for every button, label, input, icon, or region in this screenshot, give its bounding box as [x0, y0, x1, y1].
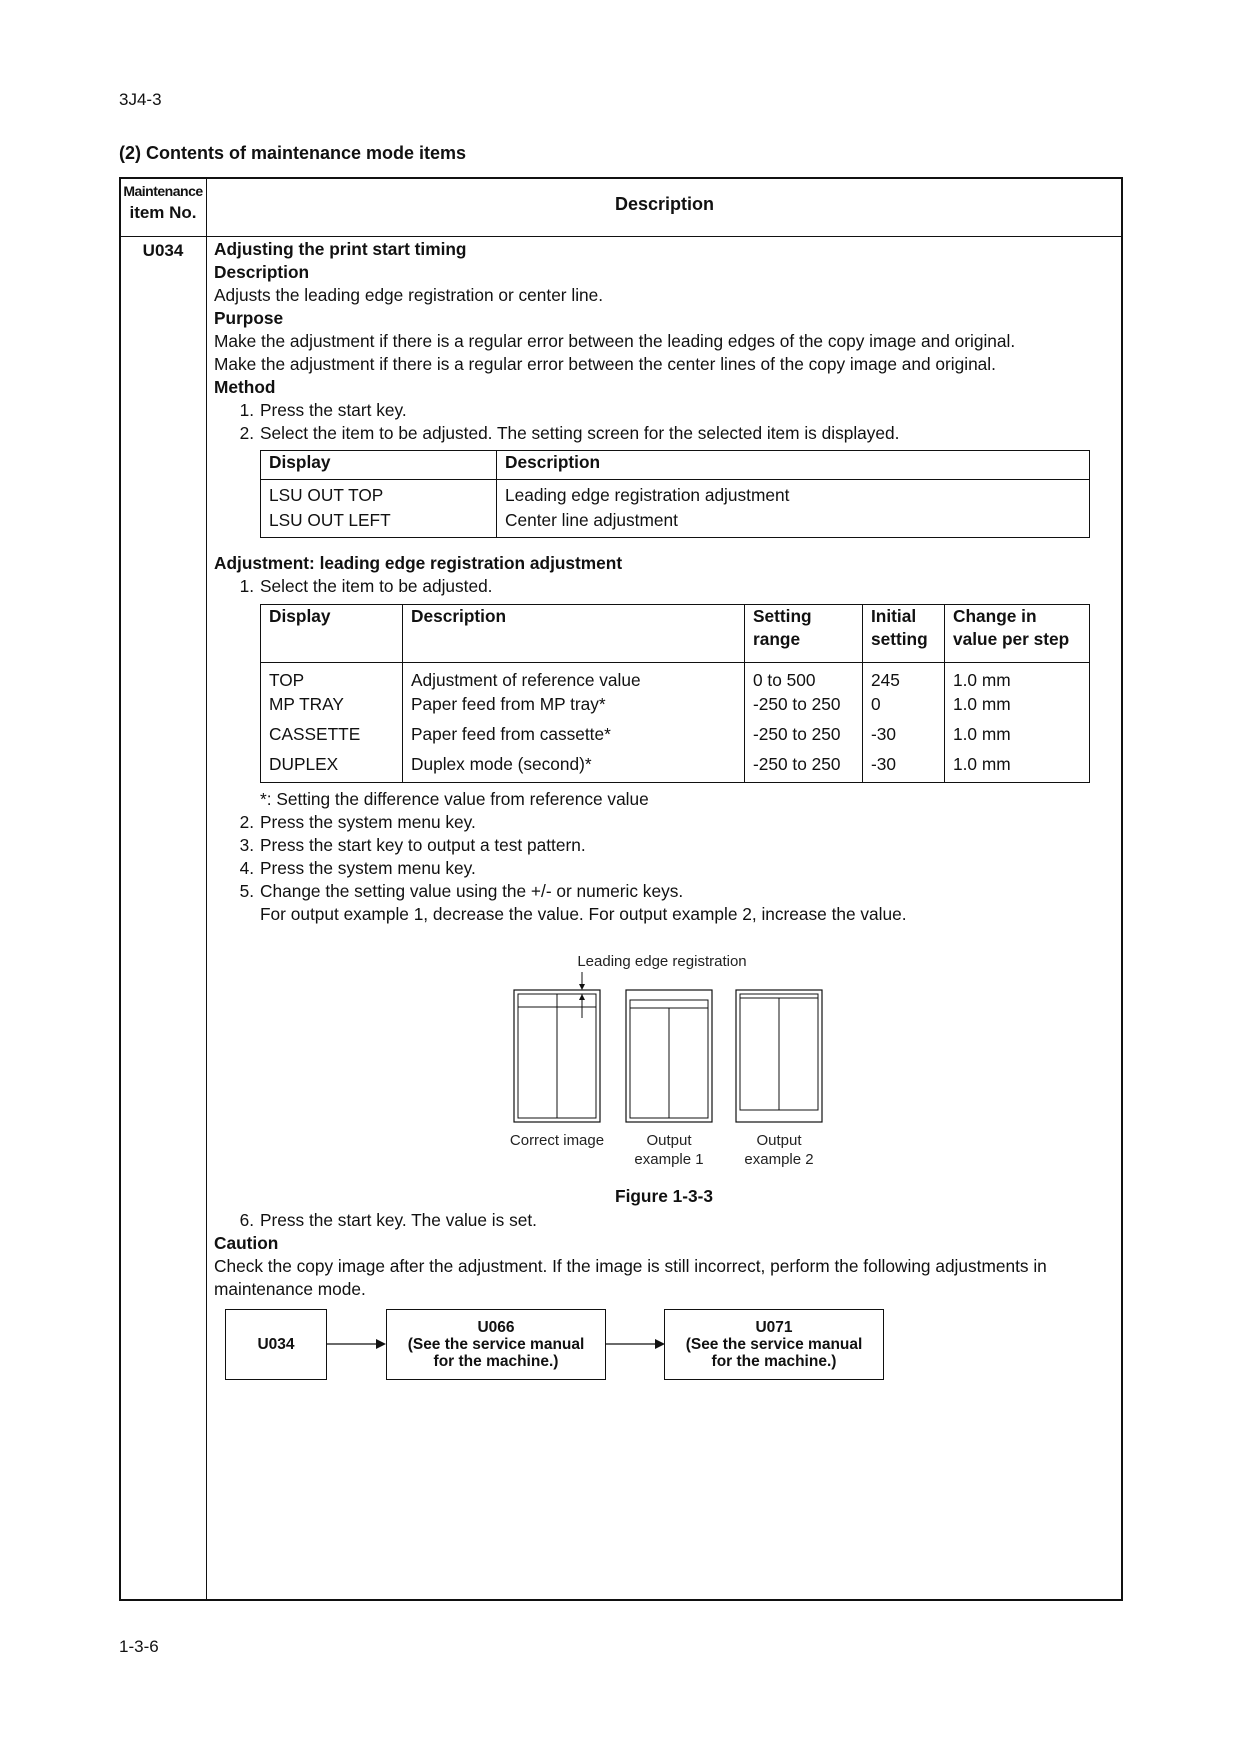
registration-figure [480, 946, 840, 1176]
table-cell: Paper feed from cassette* [403, 723, 745, 753]
adjustment-step: 1. Select the item to be adjusted. [239, 576, 493, 596]
table-cell: Paper feed from MP tray* [403, 693, 745, 723]
caution-heading: Caution [214, 1233, 279, 1253]
section-title: (2) Contents of maintenance mode items [119, 143, 467, 163]
table-cell: CASSETTE [261, 723, 403, 753]
figure-label-top: Leading edge registration [577, 953, 747, 970]
arrow-down-head-icon [579, 984, 585, 990]
flow-box-u034: U034 [225, 1309, 327, 1380]
table-cell: Adjustment of reference value [403, 663, 745, 693]
label-output-1-line1: Output [646, 1132, 692, 1149]
table-cell: MP TRAY [261, 693, 403, 723]
col-header-display: Display [261, 605, 403, 663]
table-cell: DUPLEX [261, 753, 403, 783]
table-row [261, 753, 1090, 783]
caution-line: Check the copy image after the adjustment. If the image is still incorrect, perform the following adjustments in [214, 1256, 1047, 1276]
description-col-header: Description [497, 451, 1090, 480]
table-cell: 0 [863, 693, 945, 723]
flow-box-u066: U066 (See the service manual for the machine.) [386, 1309, 606, 1380]
footnote: *: Setting the difference value from reference value [260, 789, 649, 809]
adjustment-block [214, 552, 1114, 598]
table-cell: LSU OUT LEFT [261, 509, 497, 538]
table-cell: 0 to 500 [745, 663, 863, 693]
col-header-description: Description [403, 605, 745, 663]
table-row [261, 723, 1090, 753]
output-example-2-sheet [736, 990, 822, 1122]
adjustment-steps [214, 788, 1114, 926]
final-block [214, 1209, 1114, 1301]
flow-arrow-1-icon [327, 1336, 387, 1352]
flow-arrow-2-icon [606, 1336, 666, 1352]
table-cell: 1.0 mm [945, 693, 1090, 723]
table-cell: 1.0 mm [945, 723, 1090, 753]
flow-box-u071: U071 (See the service manual for the machine.) [664, 1309, 884, 1380]
header-divider [119, 236, 1123, 237]
table-cell: 1.0 mm [945, 753, 1090, 783]
correct-image-sheet [514, 990, 600, 1122]
step-6: 6. Press the start key. The value is set. [239, 1210, 537, 1230]
col-header-initial-setting: Initial setting [863, 605, 945, 663]
col-header-change-per-step: Change in value per step [945, 605, 1090, 663]
purpose-heading: Purpose [214, 308, 284, 328]
table-cell: 245 [863, 663, 945, 693]
table-cell: 1.0 mm [945, 663, 1090, 693]
adjustment-step: 2. Press the system menu key. [239, 812, 476, 832]
description-heading: Description [214, 262, 310, 282]
output-example-1-sheet [626, 990, 712, 1122]
adjustment-step: 3. Press the start key to output a test pattern. [239, 835, 586, 855]
header-item-line2: item No. [129, 203, 197, 222]
display-col-header: Display [261, 451, 497, 480]
table-row [261, 693, 1090, 723]
figure-caption: Figure 1-3-3 [615, 1186, 713, 1206]
table-cell: -250 to 250 [745, 723, 863, 753]
table-cell: -30 [863, 723, 945, 753]
purpose-line: Make the adjustment if there is a regular error between the leading edges of the copy image and original. [214, 331, 1016, 351]
adjustment-step: 5. Change the setting value using the +/- or numeric keys. [239, 881, 684, 901]
step5-note: For output example 1, decrease the value. For output example 2, increase the value. [260, 904, 907, 924]
table-cell: Center line adjustment [497, 509, 1090, 538]
table-cell: Duplex mode (second)* [403, 753, 745, 783]
description-header: Description [614, 194, 715, 214]
page-number: 1-3-6 [119, 1637, 159, 1656]
table-cell: LSU OUT TOP [261, 480, 497, 509]
adjustment-table [260, 604, 1090, 783]
adjustment-step: 4. Press the system menu key. [239, 858, 476, 878]
table-cell: Leading edge registration adjustment [497, 480, 1090, 509]
label-correct-image: Correct image [509, 1132, 605, 1149]
item-number: U034 [142, 241, 184, 260]
table-cell: -30 [863, 753, 945, 783]
label-output-2-line2: example 2 [744, 1151, 814, 1168]
method-step: 1. Press the start key. [239, 400, 407, 420]
display-table [260, 450, 1090, 538]
content-top [214, 238, 1114, 445]
maintenance-item-header [121, 180, 205, 224]
header-item-line1: Maintenance [123, 183, 203, 199]
label-output-2-line1: Output [756, 1132, 802, 1149]
adjustment-heading: Adjustment: leading edge registration adjustment [214, 553, 623, 573]
description-text: Adjusts the leading edge registration or center line. [214, 285, 604, 305]
item-title: Adjusting the print start timing [214, 239, 467, 259]
table-row [261, 663, 1090, 693]
label-output-1-line2: example 1 [634, 1151, 704, 1168]
method-heading: Method [214, 377, 276, 397]
column-divider [206, 177, 207, 1601]
col-header-setting-range: Setting range [745, 605, 863, 663]
table-cell: -250 to 250 [745, 753, 863, 783]
purpose-line: Make the adjustment if there is a regular error between the center lines of the copy image and original. [214, 354, 996, 374]
method-step: 2. Select the item to be adjusted. The setting screen for the selected item is displayed. [239, 423, 900, 443]
caution-line: maintenance mode. [214, 1279, 366, 1299]
document-id: 3J4-3 [119, 90, 162, 109]
table-cell: -250 to 250 [745, 693, 863, 723]
table-cell: TOP [261, 663, 403, 693]
